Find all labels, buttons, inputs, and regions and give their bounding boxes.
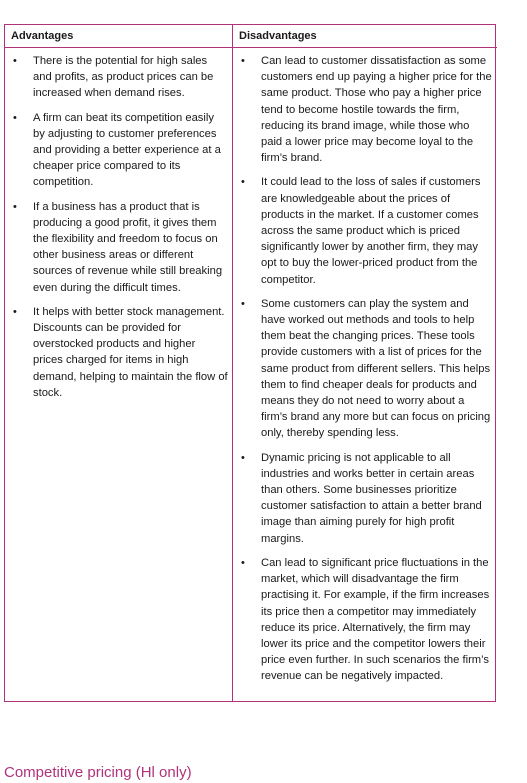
disadvantage-item: • Can lead to customer dissatisfaction as some customers end up paying a higher price for the same product. Those who pay a higher price tend to become hostile towards the firm, reducing its brand image, while those who paid a lower price may become loyal to the firm’s brand. — [233, 53, 493, 166]
advantage-item: • A firm can beat its competition easily by adjusting to customer preferences and providing a better experience at a cheaper price compared to its competition. — [5, 110, 228, 191]
advantages-list — [5, 48, 232, 417]
advantages-heading: Advantages — [5, 25, 232, 48]
advantage-item: • If a business has a product that is producing a good profit, it gives them the flexibility and freedom to focus on other business areas or different sources of revenue while still breaking even during the difficult times. — [5, 199, 228, 296]
disadvantages-heading: Disadvantages — [233, 25, 497, 48]
disadvantage-item: • Can lead to significant price fluctuations in the market, which will disadvantage the firm practising it. For example, if the firm increases its price then a competitor may immediately reduce its price. Alternatively, the firm may lower its price and the competitor lowers their price even further. In such scenarios the firm’s revenue can be negatively impacted. — [233, 555, 493, 685]
disadvantage-item: • Some customers can play the system and have worked out methods and tools to help them beat the changing prices. These tools provide customers with a list of prices for the same product from different sellers. This helps them to find cheaper deals for products and means they do not need to worry about a firm’s brand any more but can focus on pricing only, thereby spending less. — [233, 296, 493, 442]
advantages-column — [5, 25, 232, 701]
advantage-item: • It helps with better stock management. Discounts can be provided for overstocked products and higher prices charged for items in high demand, helping to maintain the flow of stock. — [5, 304, 228, 401]
disadvantage-item: • Dynamic pricing is not applicable to all industries and works better in certain areas than others. Some businesses prioritize customer satisfaction to attain a better brand image than aiming purely for high profit margins. — [233, 450, 493, 547]
disadvantage-item: • It could lead to the loss of sales if customers are knowledgeable about the prices of products in the market. If a customer comes across the same product which is priced significantly lower by another firm, they may opt to buy the lower-priced product from the competitor. — [233, 174, 493, 287]
section-heading-competitive-pricing: Competitive pricing (Hl only) — [4, 764, 192, 781]
disadvantages-list — [233, 48, 497, 701]
disadvantages-column — [232, 25, 497, 701]
advantages-disadvantages-table — [4, 24, 496, 702]
advantage-item: • There is the potential for high sales and profits, as product prices can be increased when demand rises. — [5, 53, 228, 102]
